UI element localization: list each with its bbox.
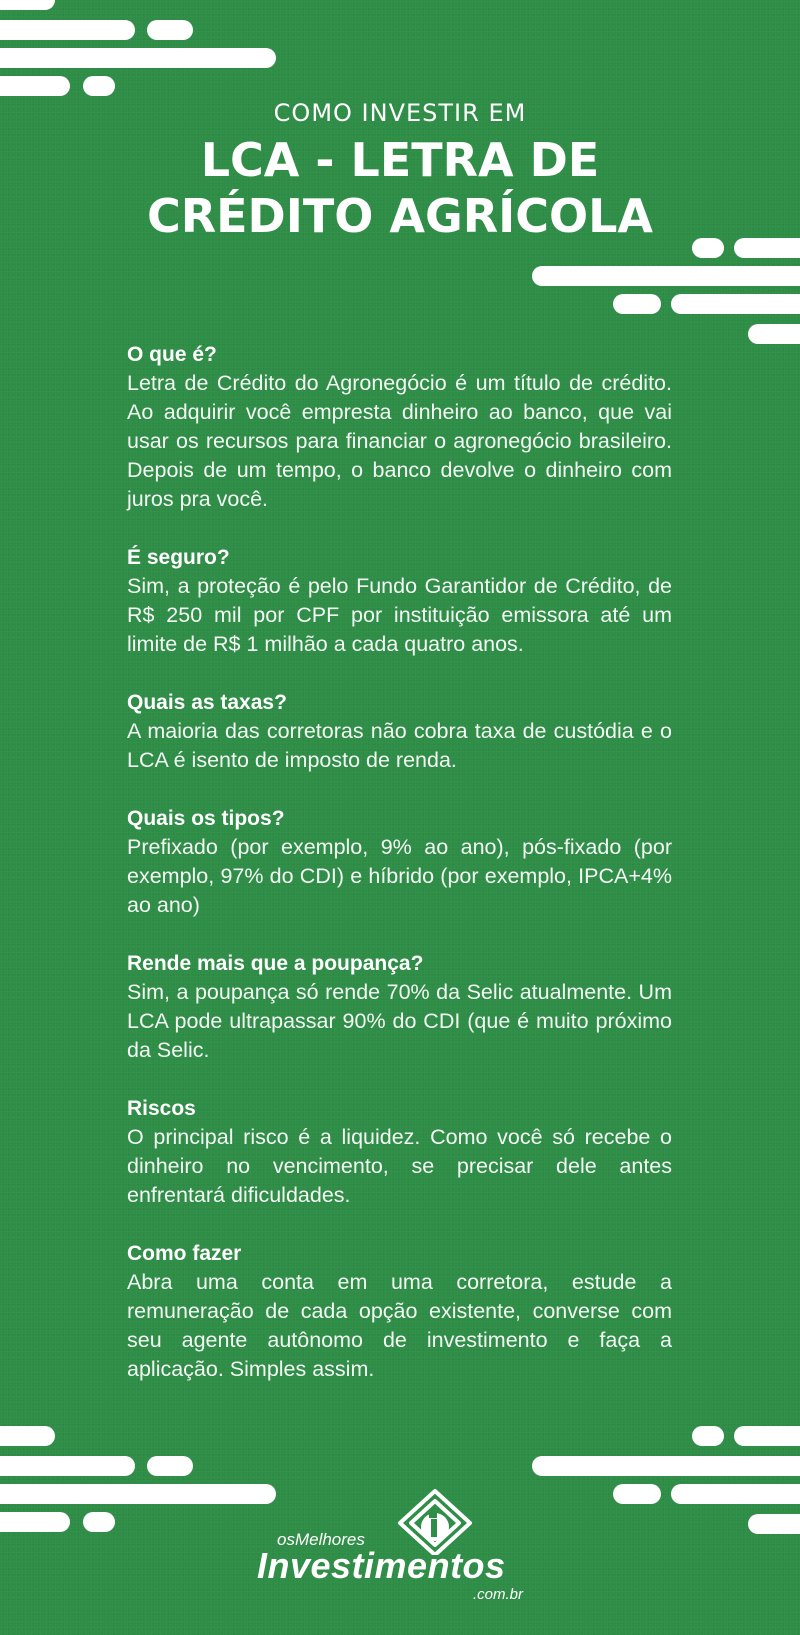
page-title (0, 132, 800, 244)
logo-text-big: Investimentos (257, 1545, 506, 1586)
faq-content (127, 340, 672, 1413)
faq-heading: Rende mais que a poupança? (127, 952, 424, 975)
decor-stripe (0, 1456, 135, 1476)
decor-stripe (532, 266, 800, 286)
decor-stripe (83, 76, 115, 96)
decor-stripe (0, 1512, 70, 1532)
header-kicker: COMO INVESTIR EM (273, 99, 527, 127)
logo-text-small: osMelhores (277, 1530, 365, 1549)
decor-stripe (0, 20, 135, 40)
faq-section-risks (127, 1094, 672, 1210)
decor-stripe (734, 1426, 800, 1446)
decor-stripe (671, 294, 800, 314)
decor-stripe (147, 20, 193, 40)
faq-body: Sim, a poupança só rende 70% da Selic atualmente. Um LCA pode ultrapassar 90% do CDI (que é muito próximo da Selic. (127, 980, 672, 1062)
faq-heading: O que é? (127, 343, 217, 366)
faq-section-vs-savings (127, 949, 672, 1065)
page-title-line-1: LCA - LETRA DE (200, 133, 600, 187)
faq-body: Prefixado (por exemplo, 9% ao ano), pós-fixado (por exemplo, 97% do CDI) e híbrido (por exemplo, IPCA+4% ao ano) (127, 835, 672, 917)
faq-heading: Quais as taxas? (127, 691, 287, 714)
decor-stripe (147, 1456, 193, 1476)
faq-section-is-safe (127, 543, 672, 659)
page-title-line-2: CRÉDITO AGRÍCOLA (146, 189, 654, 243)
decor-stripe (613, 1484, 661, 1504)
decor-stripe (692, 1426, 724, 1446)
decor-stripe (0, 1484, 276, 1504)
decor-stripe (0, 76, 70, 96)
faq-body: Letra de Crédito do Agronegócio é um título de crédito. Ao adquirir você empresta dinheiro ao banco, que vai usar os recursos para financiar o agronegócio brasileiro. Depois de um tempo, o banco devolve o dinheiro com juros pra você. (127, 371, 672, 511)
decor-stripe (83, 1512, 115, 1532)
decor-stripe (0, 1426, 55, 1446)
faq-heading: É seguro? (127, 546, 230, 569)
faq-heading: Como fazer (127, 1242, 242, 1265)
faq-section-how-to (127, 1239, 672, 1384)
faq-section-what-is (127, 340, 672, 514)
decor-stripe (0, 48, 276, 68)
faq-body: A maioria das corretoras não cobra taxa de custódia e o LCA é isento de imposto de renda. (127, 719, 672, 772)
decor-stripe (671, 1484, 800, 1504)
decor-stripe (0, 0, 55, 10)
faq-heading: Riscos (127, 1097, 196, 1120)
decor-stripe (532, 1456, 800, 1476)
faq-body: O principal risco é a liquidez. Como você só recebe o dinheiro no vencimento, se precisar dele antes enfrentará dificuldades. (127, 1125, 672, 1207)
decor-stripe (748, 1514, 800, 1534)
faq-body: Abra uma conta em uma corretora, estude a remuneração de cada opção existente, converse com seu agente autônomo de investimento e faça a aplicação. Simples assim. (127, 1270, 672, 1381)
brand-logo (255, 1485, 555, 1603)
decor-stripe (613, 294, 661, 314)
faq-body: Sim, a proteção é pelo Fundo Garantidor de Crédito, de R$ 250 mil por CPF por instituição emissora até um limite de R$ 1 milhão a cada quatro anos. (127, 574, 672, 656)
faq-section-fees (127, 688, 672, 775)
faq-heading: Quais os tipos? (127, 807, 285, 830)
logo-text-domain: .com.br (473, 1586, 524, 1603)
faq-section-types (127, 804, 672, 920)
decor-stripe (748, 324, 800, 344)
page-header (0, 96, 800, 244)
